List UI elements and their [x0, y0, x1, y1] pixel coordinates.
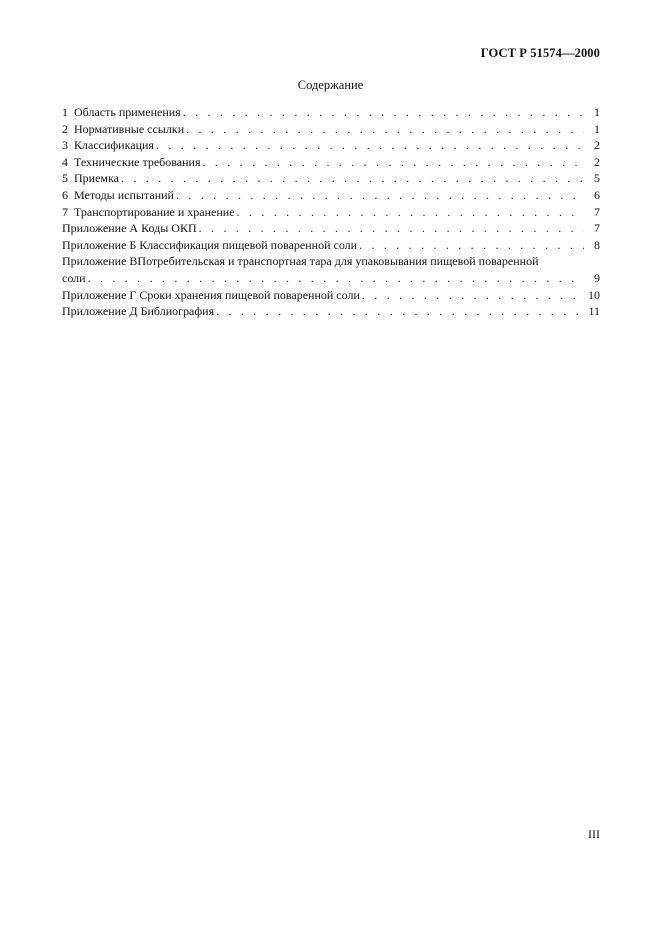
- toc-entry-title-line1: Приложение ВПотребительская и транспортная тара для упаковывания пищевой поваренной: [62, 254, 539, 269]
- table-of-contents: [62, 104, 600, 320]
- toc-entry-page: 10: [588, 287, 600, 302]
- toc-entry-page: 7: [594, 221, 600, 236]
- toc-entry-number: 3: [62, 138, 68, 153]
- dot-leader: [156, 137, 584, 154]
- toc-entry-page: 6: [594, 187, 600, 202]
- dot-leader: [121, 170, 584, 187]
- toc-entry-number: 1: [62, 105, 68, 119]
- standard-designation: ГОСТ Р 51574—2000: [480, 46, 600, 60]
- toc-entry-title: Технические требования: [74, 154, 201, 169]
- toc-entry-appendix-v[interactable]: [62, 253, 600, 286]
- toc-entry-title: Методы испытаний: [74, 187, 174, 202]
- toc-entry-page: 1: [594, 105, 600, 119]
- toc-entry-page: 5: [594, 171, 600, 186]
- toc-entry-page: 2: [594, 138, 600, 153]
- toc-entry-title: Приложение Г Сроки хранения пищевой поваренной соли: [62, 287, 360, 302]
- toc-entry-title: Приложение Б Классификация пищевой поваренной соли: [62, 237, 358, 252]
- toc-entry-page: 7: [594, 204, 600, 219]
- toc-entry-page: 9: [594, 270, 600, 285]
- toc-entry-page: 1: [594, 121, 600, 136]
- toc-entry-number: 6: [62, 187, 68, 202]
- toc-entry-title: Приложение А Коды ОКП: [62, 221, 197, 236]
- dot-leader: [183, 104, 584, 121]
- toc-entry-2[interactable]: [62, 121, 600, 138]
- toc-entry-title: Транспортирование и хранение: [74, 204, 235, 219]
- toc-entry-title: Область применения: [74, 105, 181, 119]
- toc-entry-appendix-a[interactable]: [62, 220, 600, 237]
- toc-entry-title: Классификация: [74, 138, 154, 153]
- toc-entry-6[interactable]: [62, 187, 600, 204]
- toc-entry-3[interactable]: [62, 137, 600, 154]
- toc-entry-7[interactable]: [62, 204, 600, 221]
- toc-title: Содержание: [297, 78, 364, 92]
- toc-entry-number: 2: [62, 121, 68, 136]
- toc-entry-page: 2: [594, 154, 600, 169]
- toc-entry-title: Приложение Д Библиография: [62, 304, 215, 319]
- toc-entry-1[interactable]: [62, 104, 600, 121]
- toc-entry-page: 8: [594, 237, 600, 252]
- toc-entry-appendix-g[interactable]: [62, 287, 600, 304]
- dot-leader: [202, 154, 584, 171]
- toc-entry-4[interactable]: [62, 154, 600, 171]
- toc-entry-appendix-d[interactable]: [62, 303, 600, 320]
- toc-entry-title-line2: соли: [62, 270, 86, 285]
- dot-leader: [237, 204, 584, 221]
- toc-entry-title: Нормативные ссылки: [74, 121, 185, 136]
- toc-entry-number: 5: [62, 171, 68, 186]
- page-number: III: [588, 827, 600, 841]
- dot-leader: [176, 187, 584, 204]
- dot-leader: [216, 303, 584, 320]
- toc-entry-number: 4: [62, 154, 68, 169]
- toc-entry-appendix-b[interactable]: [62, 237, 600, 254]
- dot-leader: [88, 270, 584, 287]
- dot-leader: [199, 220, 584, 237]
- dot-leader: [362, 287, 584, 304]
- toc-entry-title: Приемка: [74, 171, 119, 186]
- toc-entry-5[interactable]: [62, 170, 600, 187]
- dot-leader: [186, 121, 584, 138]
- toc-entry-number: 7: [62, 204, 68, 219]
- dot-leader: [359, 237, 584, 254]
- toc-entry-page: 11: [588, 304, 600, 319]
